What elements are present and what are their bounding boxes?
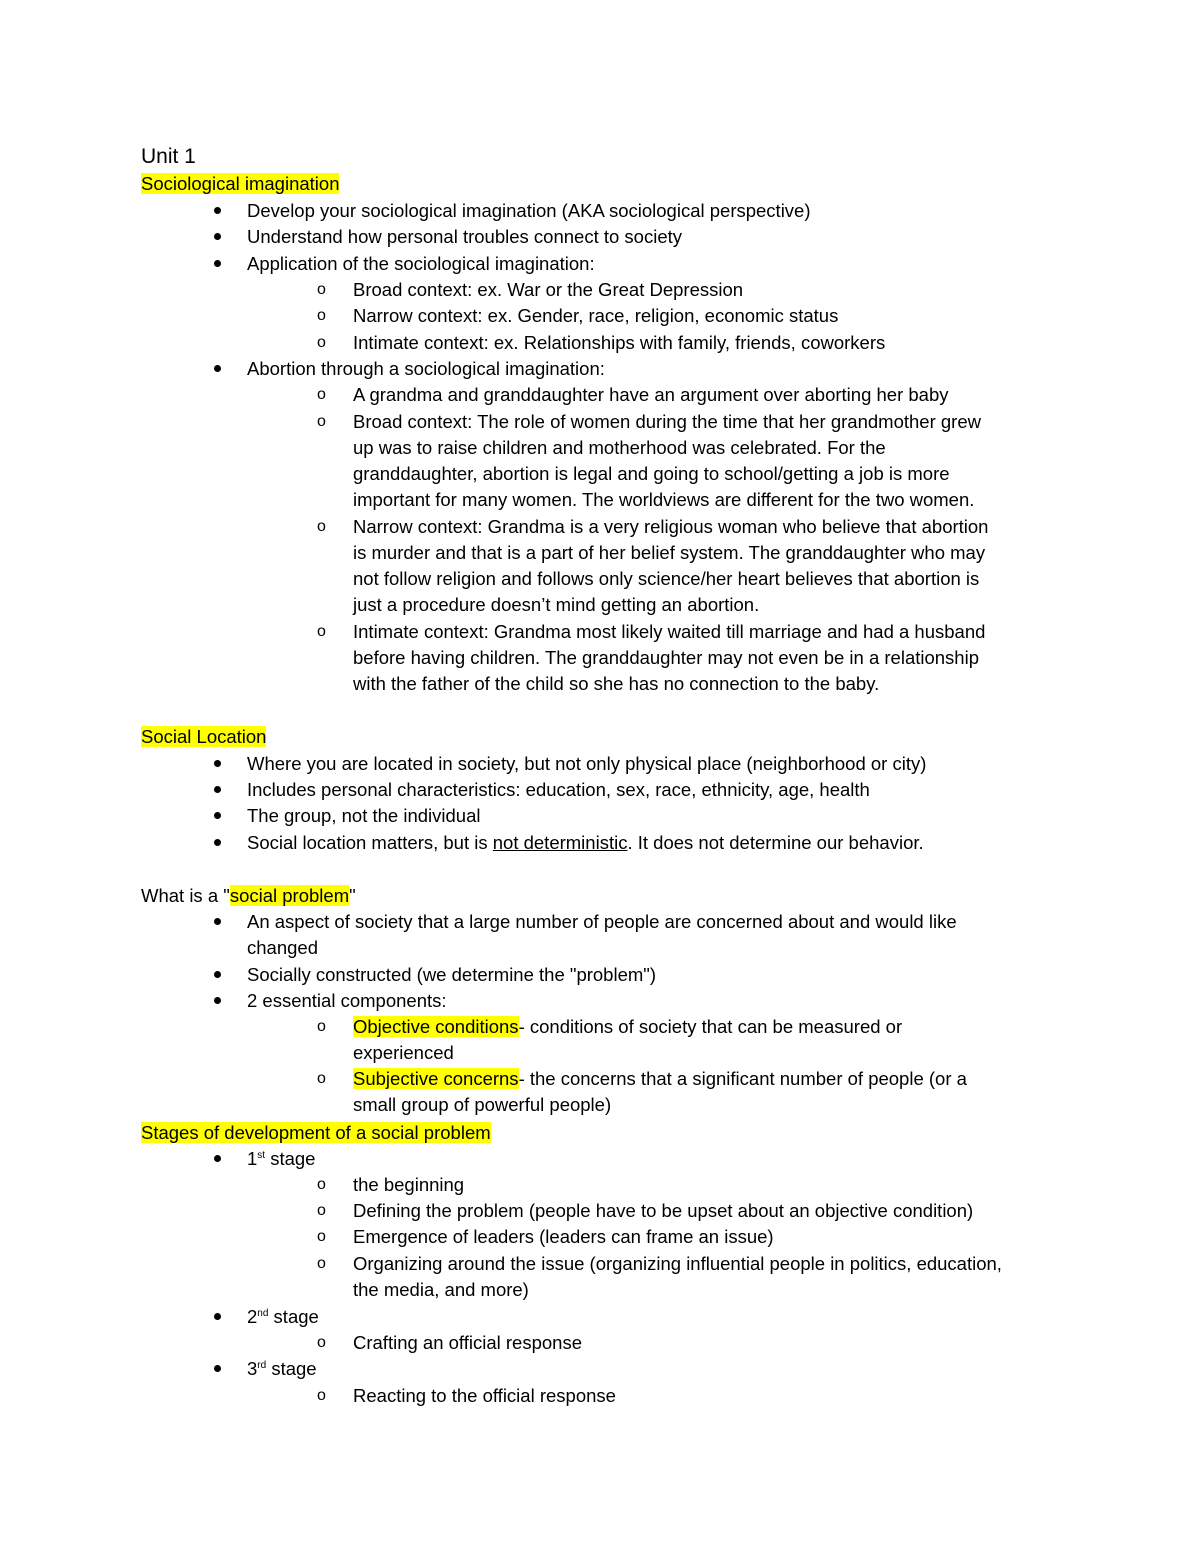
- bullet-icon: [214, 971, 221, 978]
- list-item: Where you are located in society, but not only physical place (neighborhood or city): [247, 753, 927, 774]
- sub-bullet-icon: o: [317, 334, 326, 351]
- sub-list-item-line: Intimate context: Grandma most likely waited till marriage and had a husband: [353, 621, 986, 642]
- list-item: Socially constructed (we determine the "problem"): [247, 964, 657, 985]
- sub-bullet-icon: o: [317, 518, 326, 535]
- sub-list-item-line: important for many women. The worldviews are different for the two women.: [353, 489, 975, 510]
- text-run: - conditions of society that can be measured or: [518, 1016, 903, 1037]
- stage-word: stage: [268, 1306, 319, 1327]
- sub-bullet-icon: o: [317, 413, 326, 430]
- sub-list-item: Intimate context: ex. Relationships with family, friends, coworkers: [353, 332, 886, 353]
- sub-bullet-icon: o: [317, 1334, 326, 1351]
- term-highlight: Objective conditions: [353, 1016, 519, 1037]
- sub-list-item: Crafting an official response: [353, 1332, 582, 1353]
- stage-number: 1: [247, 1148, 258, 1169]
- bullet-icon: [214, 1313, 221, 1320]
- heading-highlight: social problem: [229, 885, 350, 906]
- text-run: . It does not determine our behavior.: [627, 832, 924, 853]
- sub-list-item: Narrow context: ex. Gender, race, religion, economic status: [353, 305, 839, 326]
- sub-list-item: [353, 1014, 902, 1040]
- sub-bullet-icon: o: [317, 1202, 326, 1219]
- list-item-line: An aspect of society that a large number of people are concerned about and would like: [247, 911, 957, 932]
- bullet-icon: [214, 786, 221, 793]
- ordinal-suffix: nd: [257, 1308, 269, 1319]
- page-title: Unit 1: [141, 145, 196, 168]
- sub-list-item: the beginning: [353, 1174, 465, 1195]
- text-run: ": [349, 885, 356, 906]
- bullet-icon: [214, 1365, 221, 1372]
- sub-bullet-icon: o: [317, 1228, 326, 1245]
- section-heading-stages: [141, 1120, 491, 1146]
- section-heading-social-location: [141, 724, 266, 750]
- sub-bullet-icon: o: [317, 623, 326, 640]
- bullet-icon: [214, 365, 221, 372]
- text-run: What is a ": [141, 885, 230, 906]
- stage-number: 2: [247, 1306, 258, 1327]
- stage-label: [247, 1146, 315, 1172]
- stage-word: stage: [265, 1148, 316, 1169]
- text-run: Social location matters, but is: [247, 832, 493, 853]
- sub-list-item-line: up was to raise children and motherhood was celebrated. For the: [353, 437, 886, 458]
- sub-list-item-line: Narrow context: Grandma is a very religious woman who believe that abortion: [353, 516, 989, 537]
- sub-bullet-icon: o: [317, 1018, 326, 1035]
- sub-list-item: Defining the problem (people have to be upset about an objective condition): [353, 1200, 974, 1221]
- sub-bullet-icon: o: [317, 1070, 326, 1087]
- sub-list-item: Emergence of leaders (leaders can frame an issue): [353, 1226, 774, 1247]
- list-item: Application of the sociological imagination:: [247, 253, 595, 274]
- ordinal-suffix: rd: [257, 1360, 267, 1371]
- sub-list-item: Broad context: ex. War or the Great Depression: [353, 279, 744, 300]
- sub-bullet-icon: o: [317, 281, 326, 298]
- sub-bullet-icon: o: [317, 1255, 326, 1272]
- bullet-icon: [214, 760, 221, 767]
- stage-number: 3: [247, 1358, 258, 1379]
- bullet-icon: [214, 260, 221, 267]
- sub-bullet-icon: o: [317, 386, 326, 403]
- list-item-line: changed: [247, 937, 318, 958]
- heading-highlight: Stages of development of a social problem: [141, 1122, 491, 1143]
- bullet-icon: [214, 1155, 221, 1162]
- sub-list-item-line: before having children. The granddaughter may not even be in a relationship: [353, 647, 979, 668]
- text-run: - the concerns that a significant number of people (or a: [518, 1068, 967, 1089]
- sub-list-item-line: just a procedure doesn’t mind getting an abortion.: [353, 594, 760, 615]
- list-item: The group, not the individual: [247, 805, 481, 826]
- stage-label: [247, 1356, 317, 1382]
- sub-bullet-icon: o: [317, 307, 326, 324]
- sub-list-item-line: small group of powerful people): [353, 1094, 612, 1115]
- list-item: Abortion through a sociological imagination:: [247, 358, 605, 379]
- term-highlight: Subjective concerns: [353, 1068, 519, 1089]
- sub-list-item-line: granddaughter, abortion is legal and going to school/getting a job is more: [353, 463, 950, 484]
- stage-label: [247, 1304, 319, 1330]
- sub-list-item: Reacting to the official response: [353, 1385, 616, 1406]
- sub-list-item-line: experienced: [353, 1042, 454, 1063]
- list-item: [247, 830, 924, 856]
- list-item: Includes personal characteristics: education, sex, race, ethnicity, age, health: [247, 779, 870, 800]
- heading-highlight: Social Location: [141, 726, 267, 747]
- underlined-text: not deterministic: [492, 832, 628, 853]
- sub-list-item-line: is murder and that is a part of her belief system. The granddaughter who may: [353, 542, 986, 563]
- stage-word: stage: [266, 1358, 317, 1379]
- sub-list-item-line: with the father of the child so she has no connection to the baby.: [353, 673, 880, 694]
- section-heading-social-problem: [141, 883, 356, 909]
- bullet-icon: [214, 812, 221, 819]
- bullet-icon: [214, 233, 221, 240]
- sub-list-item-line: Broad context: The role of women during the time that her grandmother grew: [353, 411, 981, 432]
- bullet-icon: [214, 839, 221, 846]
- sub-list-item-line: not follow religion and follows only science/her heart believes that abortion is: [353, 568, 980, 589]
- sub-list-item: [353, 1066, 967, 1092]
- sub-list-item: A grandma and granddaughter have an argument over aborting her baby: [353, 384, 949, 405]
- sub-list-item-line: Organizing around the issue (organizing influential people in politics, education,: [353, 1253, 1002, 1274]
- heading-highlight: Sociological imagination: [141, 173, 340, 194]
- section-heading-sociological-imagination: [141, 171, 339, 197]
- list-item: Develop your sociological imagination (AKA sociological perspective): [247, 200, 811, 221]
- list-item: 2 essential components:: [247, 990, 447, 1011]
- bullet-icon: [214, 997, 221, 1004]
- list-item: Understand how personal troubles connect to society: [247, 226, 683, 247]
- bullet-icon: [214, 918, 221, 925]
- sub-bullet-icon: o: [317, 1387, 326, 1404]
- ordinal-suffix: st: [257, 1150, 266, 1161]
- sub-bullet-icon: o: [317, 1176, 326, 1193]
- bullet-icon: [214, 207, 221, 214]
- sub-list-item-line: the media, and more): [353, 1279, 529, 1300]
